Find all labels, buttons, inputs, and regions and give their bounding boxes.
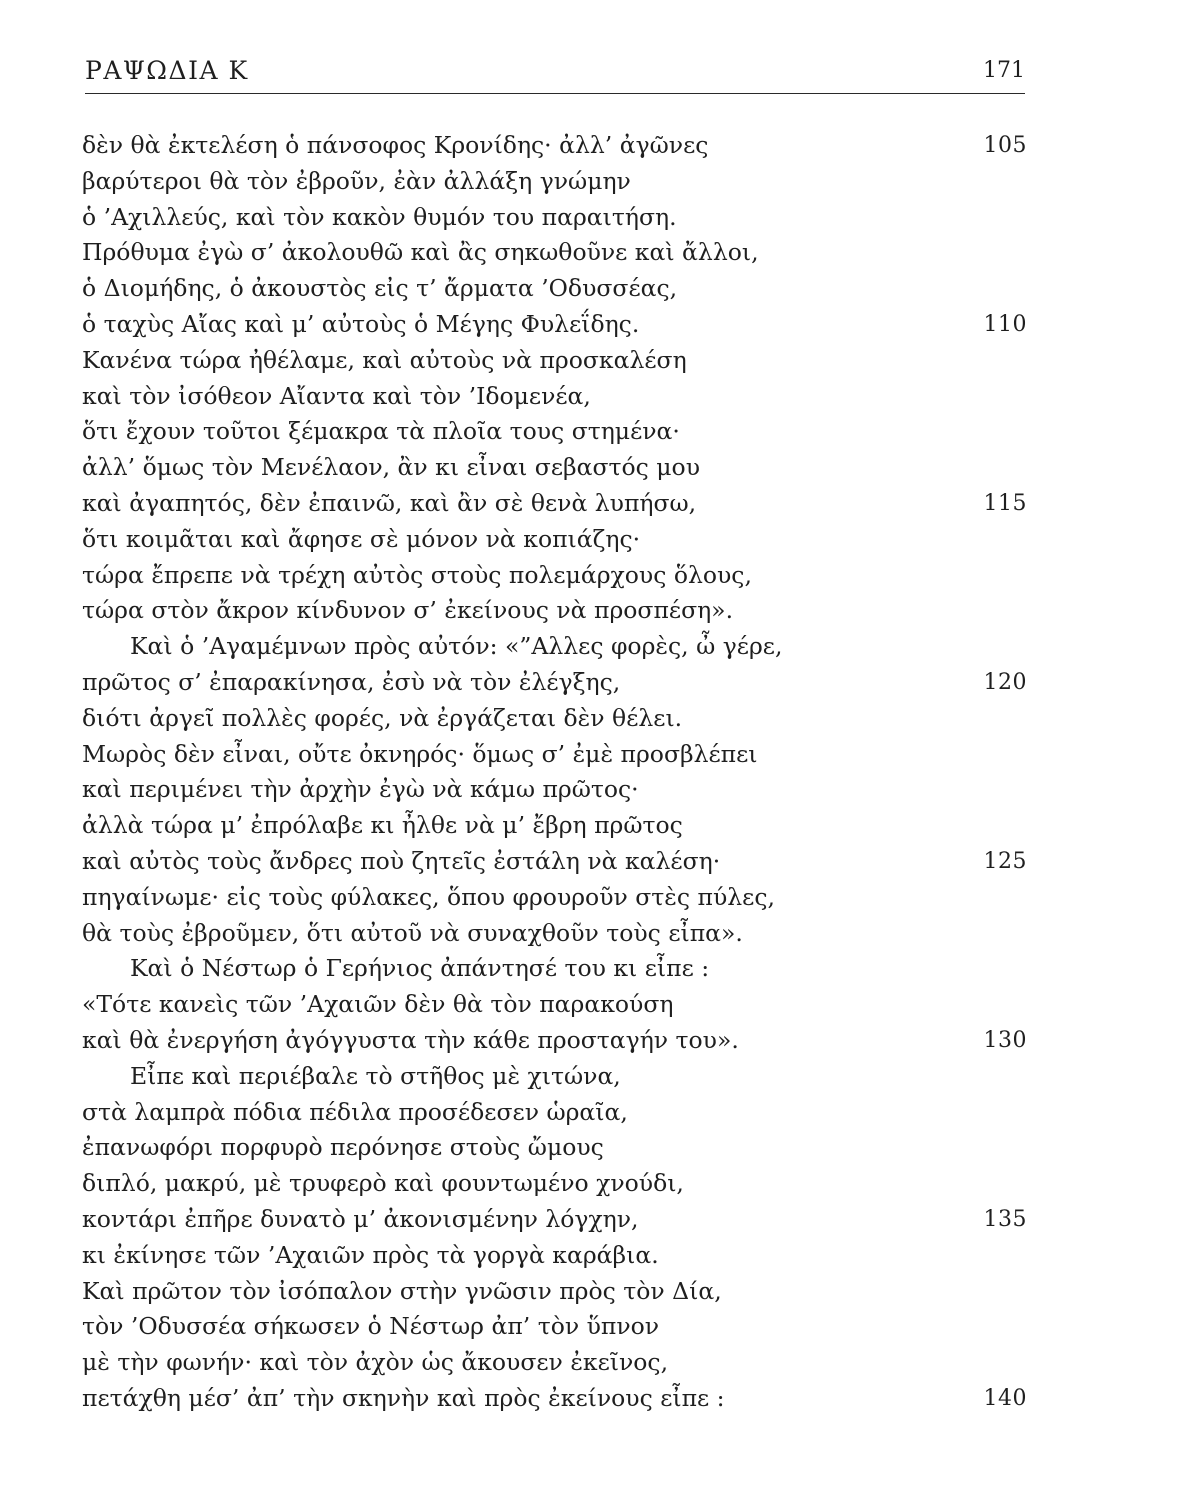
verse-line <box>82 128 1027 164</box>
verse-text: ὅτι ἔχουν τοῦτοι ξέμακρα τὰ πλοῖα τους στημένα· <box>82 417 680 446</box>
verse-line <box>82 164 1027 200</box>
verse-line <box>82 808 1027 844</box>
verse-text: Καὶ ὁ ’Αγαμέμνων πρὸς αὐτόν: «”Αλλες φορὲς, ὦ γέρε, <box>130 632 783 661</box>
verse-line <box>82 271 1027 307</box>
line-number: 105 <box>983 133 1027 158</box>
verse-text: Εἶπε καὶ περιέβαλε τὸ στῆθος μὲ χιτώνα, <box>130 1061 621 1090</box>
verse-line <box>82 1166 1027 1202</box>
verse-text: καὶ θὰ ἐνεργήση ἀγόγγυστα τὴν κάθε προσταγήν του». <box>82 1025 739 1054</box>
verse-line <box>82 951 1027 987</box>
line-number: 135 <box>983 1206 1027 1232</box>
verse-line <box>82 558 1027 594</box>
verse-text: τώρα ἔπρεπε νὰ τρέχη αὐτὸς στοὺς πολεμάρχους ὅλους, <box>82 560 752 589</box>
verse-text: ἀλλ’ ὅμως τὸν Μενέλαον, ἂν κι εἶναι σεβαστός μου <box>82 453 700 482</box>
verse-text: Κανένα τώρα ἠθέλαμε, καὶ αὐτοὺς νὰ προσκαλέση <box>82 345 687 374</box>
verse-text: Μωρὸς δὲν εἶναι, οὔτε ὀκνηρός· ὅμως σ’ ἐμὲ προσβλέπει <box>82 739 758 768</box>
verse-line <box>82 307 1027 343</box>
verse-line <box>82 701 1027 737</box>
verse-line <box>82 235 1027 271</box>
book-title: ΡΑΨΩΔΙΑ Κ <box>85 56 249 85</box>
verse-text: καὶ τὸν ἰσόθεον Αἴαντα καὶ τὸν ’Ιδομενέα, <box>82 381 591 410</box>
verse-line <box>82 772 1027 808</box>
verse-text: τώρα στὸν ἄκρον κίνδυνον σ’ ἐκείνους νὰ προσπέση». <box>82 596 734 625</box>
verse-line <box>82 522 1027 558</box>
verse-line <box>82 593 1027 629</box>
verse-text: βαρύτεροι θὰ τὸν ἐβροῦν, ἐὰν ἀλλάξη γνώμην <box>82 166 631 195</box>
verse-text: Καὶ πρῶτον τὸν ἰσόπαλον στὴν γνῶσιν πρὸς τὸν Δία, <box>82 1276 722 1305</box>
verse-line <box>82 1309 1027 1345</box>
verse-text: ὁ Διομήδης, ὁ ἀκουστὸς εἰς τ’ ἄρματα ’Οδυσσέας, <box>82 274 678 303</box>
verse-line <box>82 1059 1027 1095</box>
poem-text <box>82 128 1027 1417</box>
page-number: 171 <box>983 58 1025 83</box>
verse-text: κοντάρι ἐπῆρε δυνατὸ μ’ ἀκονισμένην λόγχην, <box>82 1204 639 1233</box>
verse-line <box>82 880 1027 916</box>
verse-text: πηγαίνωμε· εἰς τοὺς φύλακες, ὅπου φρουροῦν στὲς πύλες, <box>82 882 775 911</box>
verse-text: δὲν θὰ ἐκτελέση ὁ πάνσοφος Κρονίδης· ἀλλ’ ἀγῶνες <box>82 131 709 159</box>
verse-line <box>82 916 1027 952</box>
verse-text: μὲ τὴν φωνήν· καὶ τὸν ἀχὸν ὡς ἄκουσεν ἐκεῖνος, <box>82 1348 669 1377</box>
line-number: 125 <box>983 848 1027 874</box>
line-number: 120 <box>983 669 1027 695</box>
verse-text: διότι ἀργεῖ πολλὲς φορές, νὰ ἐργάζεται δὲν θέλει. <box>82 703 683 732</box>
verse-text: ὁ ταχὺς Αἴας καὶ μ’ αὐτοὺς ὁ Μέγης Φυλεΐδης. <box>82 309 640 338</box>
verse-line <box>82 1381 1027 1417</box>
verse-line <box>82 1345 1027 1381</box>
verse-text: στὰ λαμπρὰ πόδια πέδιλα προσέδεσεν ὡραῖα, <box>82 1097 628 1126</box>
verse-text: πετάχθη μέσ’ ἀπ’ τὴν σκηνὴν καὶ πρὸς ἐκείνους εἶπε : <box>82 1383 725 1412</box>
verse-line <box>82 665 1027 701</box>
verse-text: καὶ αὐτὸς τοὺς ἄνδρες ποὺ ζητεῖς ἐστάλη νὰ καλέση· <box>82 846 721 875</box>
verse-line <box>82 1095 1027 1131</box>
line-number: 110 <box>983 311 1027 337</box>
verse-line <box>82 1202 1027 1238</box>
verse-text: κι ἐκίνησε τῶν ’Αχαιῶν πρὸς τὰ γοργὰ καράβια. <box>82 1240 659 1269</box>
verse-text: καὶ περιμένει τὴν ἀρχὴν ἐγὼ νὰ κάμω πρῶτος· <box>82 775 639 804</box>
verse-line <box>82 1274 1027 1310</box>
verse-line <box>82 1238 1027 1274</box>
verse-text: ἀλλὰ τώρα μ’ ἐπρόλαβε κι ἦλθε νὰ μ’ ἔβρη πρῶτος <box>82 811 683 840</box>
verse-line <box>82 987 1027 1023</box>
verse-text: ὅτι κοιμᾶται καὶ ἄφησε σὲ μόνον νὰ κοπιάζης· <box>82 524 641 553</box>
verse-text: θὰ τοὺς ἐβροῦμεν, ὅτι αὐτοῦ νὰ συναχθοῦν τοὺς εἶπα». <box>82 918 743 947</box>
verse-line <box>82 379 1027 415</box>
running-head <box>85 52 1025 92</box>
verse-text: «Τότε κανεὶς τῶν ’Αχαιῶν δὲν θὰ τὸν παρακούση <box>82 990 674 1019</box>
verse-line <box>82 414 1027 450</box>
verse-line <box>82 343 1027 379</box>
verse-text: καὶ ἀγαπητός, δὲν ἐπαινῶ, καὶ ἂν σὲ θενὰ λυπήσω, <box>82 488 697 517</box>
verse-line <box>82 486 1027 522</box>
verse-line <box>82 629 1027 665</box>
verse-line <box>82 737 1027 773</box>
verse-line <box>82 844 1027 880</box>
verse-text: Πρόθυμα ἐγὼ σ’ ἀκολουθῶ καὶ ἂς σηκωθοῦνε καὶ ἄλλοι, <box>82 238 759 267</box>
line-number: 140 <box>983 1385 1027 1411</box>
verse-text: τὸν ’Οδυσσέα σήκωσεν ὁ Νέστωρ ἀπ’ τὸν ὕπνον <box>82 1312 660 1341</box>
verse-text: Καὶ ὁ Νέστωρ ὁ Γερήνιος ἀπάντησέ του κι εἶπε : <box>130 954 710 983</box>
verse-text: πρῶτος σ’ ἐπαρακίνησα, ἐσὺ νὰ τὸν ἐλέγξης, <box>82 667 621 696</box>
verse-text: ὁ ’Αχιλλεύς, καὶ τὸν κακὸν θυμόν του παραιτήση. <box>82 202 677 231</box>
verse-line <box>82 450 1027 486</box>
line-number: 130 <box>983 1027 1027 1053</box>
verse-text: διπλό, μακρύ, μὲ τρυφερὸ καὶ φουντωμένο χνούδι, <box>82 1169 684 1198</box>
verse-line <box>82 200 1027 236</box>
verse-line <box>82 1130 1027 1166</box>
verse-line <box>82 1023 1027 1059</box>
header-rule <box>85 93 1025 94</box>
line-number: 115 <box>983 490 1027 516</box>
verse-text: ἐπανωφόρι πορφυρὸ περόνησε στοὺς ὤμους <box>82 1133 604 1162</box>
